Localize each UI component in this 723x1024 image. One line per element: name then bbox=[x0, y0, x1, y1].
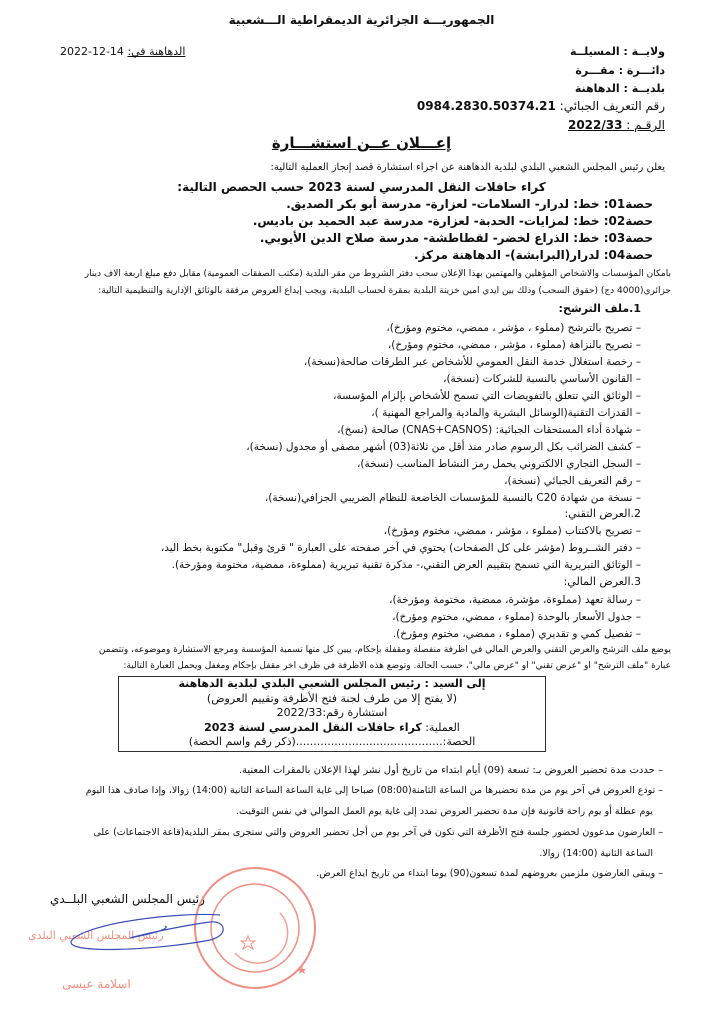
envelope-operation bbox=[119, 721, 545, 736]
ref-label: الرقـم : bbox=[626, 118, 665, 132]
para1-line2: جزائري(4000 دج) (حقوق السحب) وذلك بين أيدي أمين خزينة البلدية بمقرة لحساب البلدية، ويجب إيداع العروض مرفقة بالوثائق الإدارية والتنظيمية التالية: bbox=[98, 286, 671, 296]
term-item: – ويبقى العارضون ملزمين بعروضهم لمدة تسعون(90) يوما ابتداء من تاريخ ايداع العرض. bbox=[316, 869, 663, 880]
section-1-title: 1.ملف الترشح: bbox=[558, 302, 641, 315]
date-line bbox=[60, 46, 185, 59]
list-item: – كشف الضرائب بكل الرسوم صادر منذ أقل من ثلاثة(03) أشهر مصفى أو مجدول (نسخة)، bbox=[246, 441, 641, 453]
list-item: – نسخة من شهادة C20 بالنسبة للمؤسسات الخاضعة للنظام الضريبي الجزافي(نسخة)، bbox=[265, 492, 641, 504]
daira: دائـــرة : مقـــرة bbox=[575, 64, 665, 77]
list-item: – الوثائق التي تتعلق بالتفويضات التي تسمح للأشخاص بإلزام المؤسسة، bbox=[333, 390, 641, 402]
list-item: – السجل التجاري الالكتروني يحمل رمز النشاط المناسب (نسخة)، bbox=[357, 458, 641, 470]
list-item: – تصريح بالاكتتاب (مملوء ، مؤشر ، ممضي، مختوم ومؤرخ)، bbox=[384, 525, 641, 537]
intro-text: يعلن رئيس المجلس الشعبي البلدي لبلدية الدهاهنة عن اجراء استشارة قصد إنجاز العملية التالية: bbox=[270, 162, 665, 173]
date-label: الدهاهنة في: bbox=[127, 45, 186, 58]
term-item: – العارضون مدعوون لحضور جلسة فتح الأظرفة التي تكون في آخر يوم من أجل تحضير العروض والتي ستجرى بمقر البلدية(قاعة الاجتماعات) على bbox=[93, 828, 663, 839]
envelope-box bbox=[118, 676, 546, 752]
lot-label: حصة01: bbox=[603, 197, 653, 211]
term-continuation: الساعة الثانية (14:00) زوالا. bbox=[539, 848, 653, 859]
lot-label: حصة02: bbox=[603, 214, 653, 228]
term-continuation: يوم عطلة أو يوم راحة قانونية فإن مدة تحضير العروض تمدد إلى غاية يوم العمل الموالي في نفس التوقيت. bbox=[235, 806, 653, 817]
term-item: – حددت مدة تحضير العروض بـ: تسعة (09) أيام ابتداء من تاريخ أول نشر لهذا الإعلان بالمقرات المعنية. bbox=[239, 765, 663, 777]
list-item: – رخصة استغلال خدمة النقل العمومي للأشخاص عبر الطرقات صالحة(نسخة)، bbox=[304, 356, 641, 368]
section-3-title: 3.العرض المالي: bbox=[563, 575, 641, 588]
list-item: – رسالة تعهد (مملوءة، مؤشرة، ممضية، مختومة ومؤرخة)، bbox=[389, 594, 641, 606]
list-item: – القدرات التقنية(الوسائل البشرية والمادية والمراجع المهنية )، bbox=[371, 407, 641, 419]
list-item: – رقم التعريف الجبائي (نسخة)، bbox=[504, 475, 641, 487]
lot-label: حصة03: bbox=[603, 231, 653, 245]
para1-line1: بامكان المؤسسات والأشخاص المؤهلين والمهتمين بهذا الإعلان سحب دفتر الشروط من مقر البلدية (مكتب الصفقات العمومية) مقابل دفع مبلغ أربعة آلاف دينار bbox=[84, 269, 671, 279]
section-2-title: 2.العرض التقني: bbox=[564, 507, 641, 520]
lot-text: خط: الذراع لخضر- لقطاطشة- مدرسة صلاح الدين الأيوبي. bbox=[259, 231, 600, 245]
lot-label: حصة04: bbox=[603, 248, 653, 262]
date-value: 2022-12-14 bbox=[60, 45, 124, 58]
list-item: – القانون الأساسي بالنسبة للشركات (نسخة)، bbox=[443, 373, 641, 385]
fiscal-id bbox=[417, 100, 665, 114]
envelope-lot: الحصة:..........................................(ذكر رقم واسم الحصة) bbox=[188, 735, 476, 748]
signature-title: رئيس المجلس الشعبي البلــدي bbox=[50, 892, 205, 906]
operation-heading: كراء حافلات النقل المدرسي لسنة 2023 حسب الحصص التالية: bbox=[177, 180, 546, 194]
envelope-operation-label: العملية: bbox=[425, 720, 460, 734]
lot-1 bbox=[286, 198, 653, 212]
lot-text: لدرار(البرابشة)- الدهاهنة مركز. bbox=[414, 248, 600, 262]
wilaya: ولايــة : المسيلــة bbox=[569, 45, 665, 58]
signature-stamp-text: رئيس المجلس الشعبي البلدي bbox=[28, 929, 164, 942]
fiscal-id-label: رقم التعريف الجبائي: bbox=[559, 99, 665, 113]
list-item: – تصريح بالنزاهة (مملوء ، مؤشر ، ممضي، مختوم ومؤرخ)، bbox=[388, 339, 641, 351]
lot-3 bbox=[260, 232, 653, 246]
republic-heading: الجمهوريـــة الجزائرية الديمقراطية الـــشعبية bbox=[228, 13, 495, 27]
fiscal-id-value: 0984.2830.50374.21 bbox=[416, 99, 556, 113]
para2-line1: يوضع ملف الترشح والعرض التقني والعرض المالي في أظرفة منفصلة ومقفلة بإحكام، يبين كل منها تسمية المؤسسة ومرجع الاستشارة وموضوعه، وتتضمن bbox=[98, 645, 671, 655]
envelope-note: (لا يفتح إلا من طرف لجنة فتح الأظرفة وتقييم العروض) bbox=[206, 691, 458, 705]
list-item: – جدول الأسعار بالوحدة (مملوء ، ممضي، مختوم ومؤرخ)، bbox=[392, 611, 641, 623]
para2-line2: عبارة "ملف الترشح" أو "عرض تقني" أو "عرض مالي"، حسب الحالة. وتوضع هذه الأظرفة في ظرف آخر مقفل بإحكام ومغفل ويحمل العبارة التالية: bbox=[123, 661, 671, 671]
envelope-consult: استشارة رقم:2022/33 bbox=[276, 706, 388, 719]
list-item: – شهادة أداء المستحقات الجبائية: (CNAS+CASNOS) صالحة (نسخ)، bbox=[337, 424, 641, 436]
signatory-name: اسلامة عيسى bbox=[62, 977, 131, 991]
list-item: – تصريح بالترشح (مملوء ، مؤشر ، ممضي، مختوم ومؤرخ)، bbox=[386, 322, 641, 334]
lot-4 bbox=[414, 249, 653, 263]
list-item: – الوثائق التبريرية التي تسمح بتقييم العرض التقني،- مذكرة تقنية تبريرية (مملوءة، ممضية، مختومة ومؤرخة). bbox=[172, 559, 641, 571]
list-item: – دفتر الشــروط (مؤشر على كل الصفحات) يحتوي في آخر صفحته على العبارة " قرئ وقبل" مكتوبة بخط اليد، bbox=[161, 542, 641, 554]
envelope-operation-value: كراء حافلات النقل المدرسي لسنة 2023 bbox=[204, 720, 422, 734]
reference bbox=[568, 119, 665, 133]
lot-text: خط: لمزايات- الحدبة- لعزارة- مدرسة عبد الحميد بن باديس. bbox=[252, 214, 600, 228]
commune: بلديــة : الدهاهنة bbox=[574, 82, 665, 95]
announcement-title: إعـــلان عــن استشـــارة bbox=[271, 134, 452, 152]
term-item: – تودع العروض في آخر يوم من مدة تحضيرها من الساعة الثامنة(08:00) صباحا إلى غاية الساعة الساعة الثانية (14:00) زوالا، وإذا صادف هذا اليوم bbox=[86, 786, 663, 797]
envelope-to: إلى السيد : رئيس المجلس الشعبي البلدي لبلدية الدهاهنة bbox=[178, 677, 486, 690]
ref-value: 2022/33 bbox=[567, 118, 623, 132]
list-item: – تفصيل كمي و تقديري (مملوء ، ممضي، مختوم ومؤرخ). bbox=[393, 628, 641, 640]
handwritten-signature bbox=[60, 910, 230, 960]
lot-2 bbox=[253, 215, 653, 229]
lot-text: خط: لدرار- السلامات- لعزارة- مدرسة أبو بكر الصديق. bbox=[286, 197, 600, 211]
seal-star-icon bbox=[241, 936, 255, 949]
